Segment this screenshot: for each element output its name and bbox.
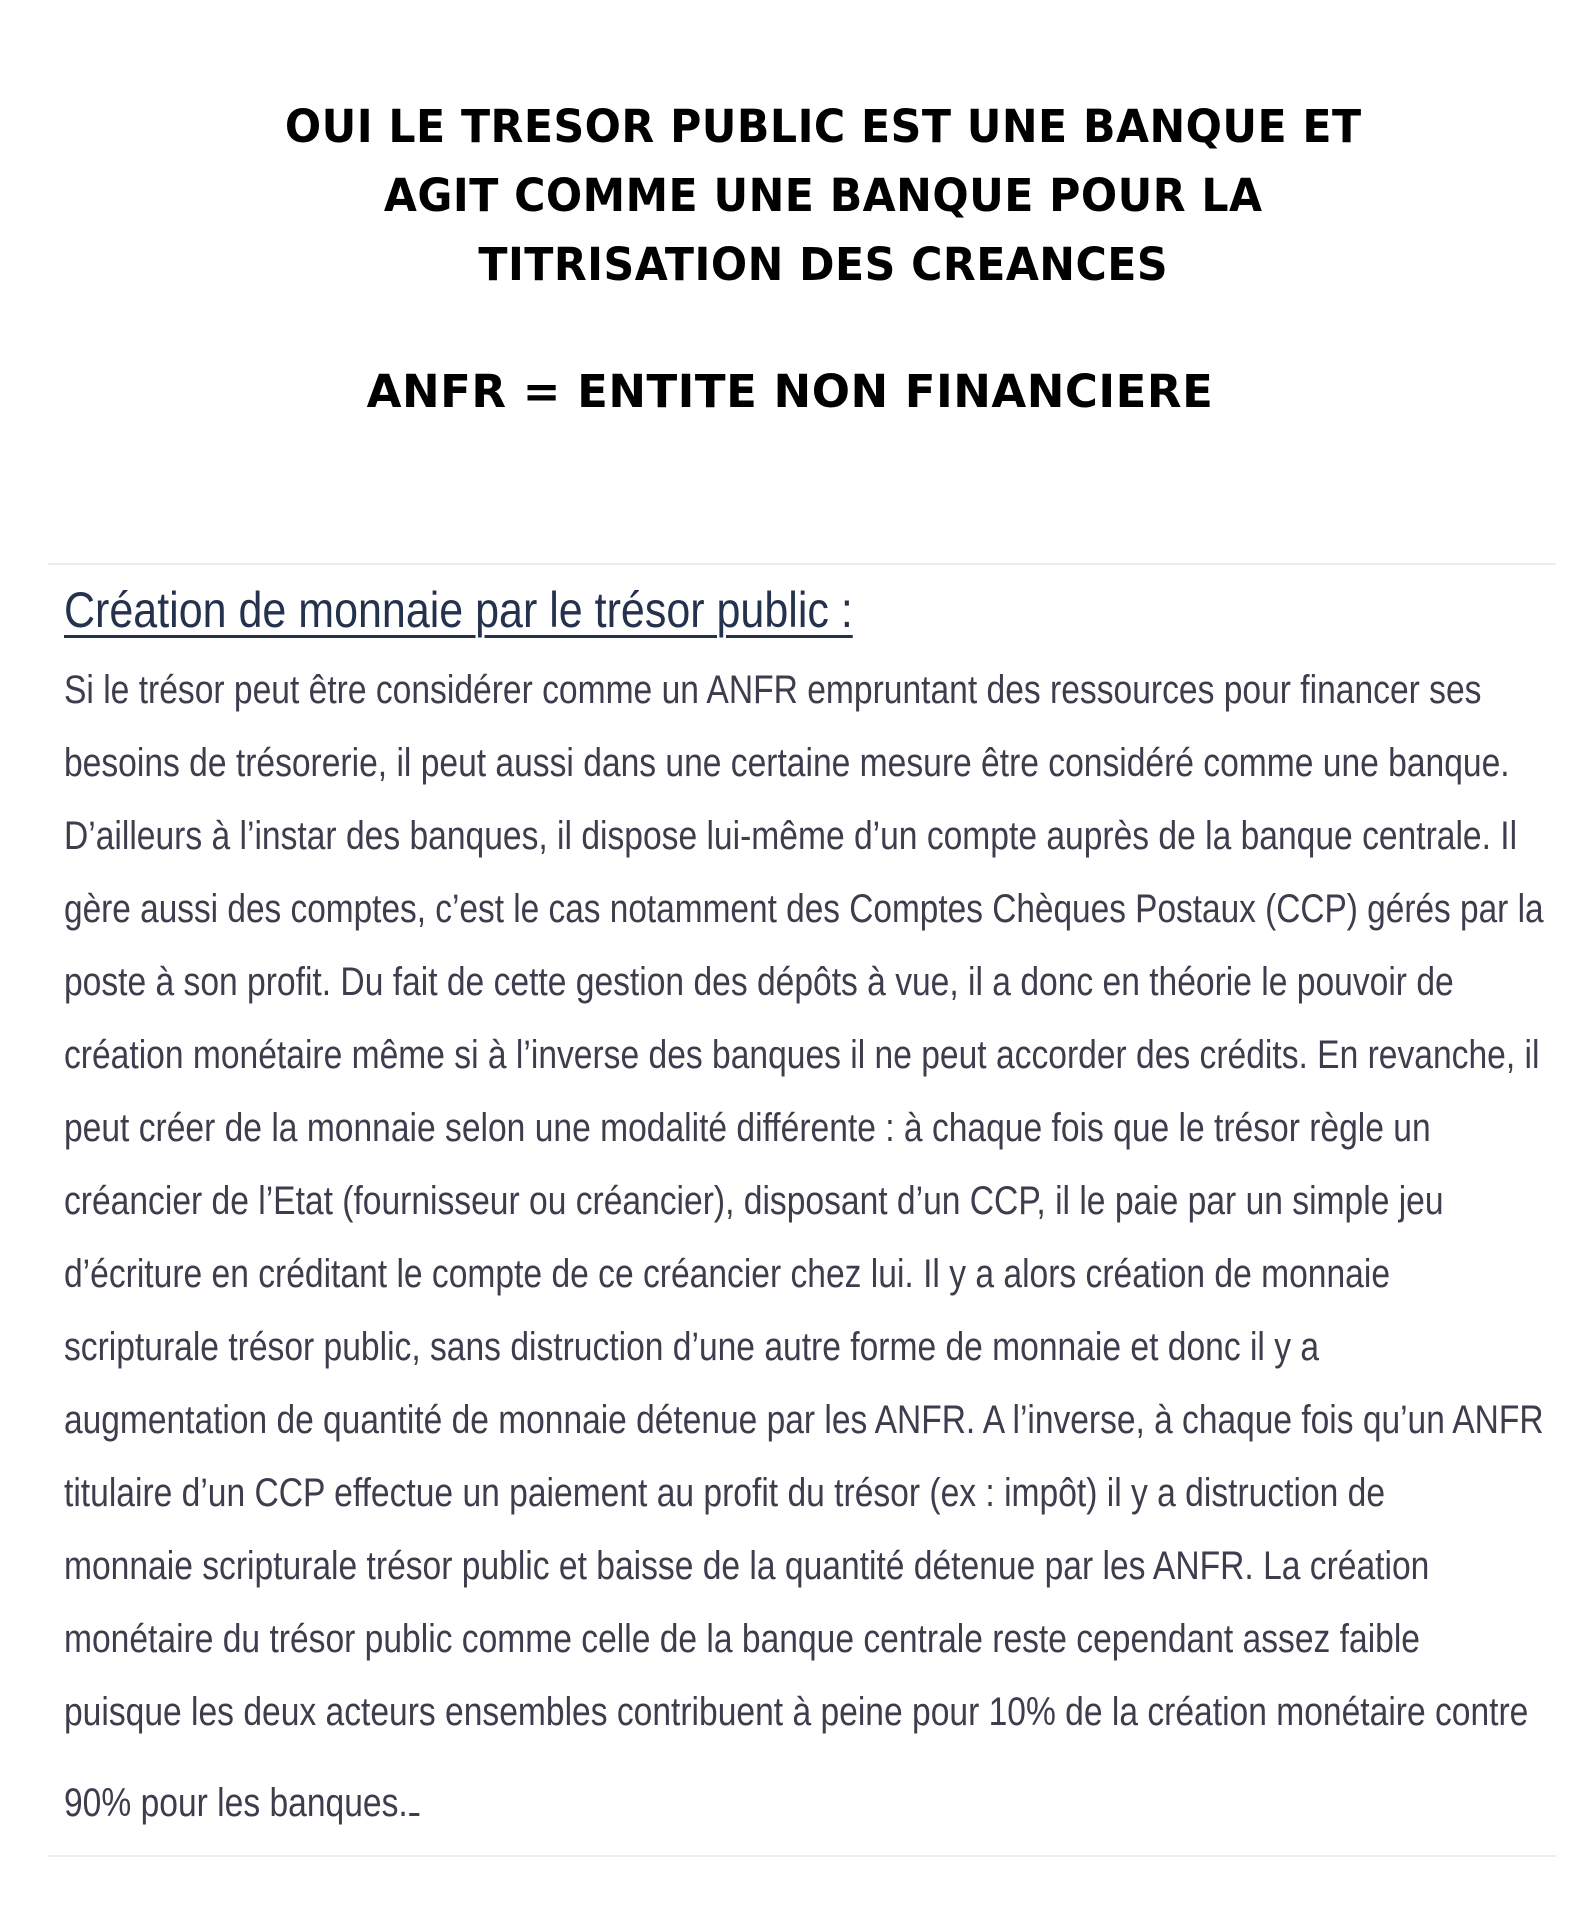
excerpt-body: [64, 654, 1544, 1840]
subheadline: [0, 362, 1582, 422]
excerpt-line: créancier de l’Etat (fournisseur ou créancier), disposant d’un CCP, il le paie par un simple jeu: [64, 1179, 1444, 1223]
excerpt-line: titulaire d’un CCP effectue un paiement au profit du trésor (ex : impôt) il y a distruction de: [64, 1471, 1386, 1515]
excerpt-bottom-divider: [48, 1855, 1556, 1857]
excerpt-last-line: [64, 1767, 1307, 1840]
excerpt-line: besoins de trésorerie, il peut aussi dans une certaine mesure être considéré comme une banque.: [64, 741, 1510, 785]
headline-line-2: AGIT COMME UNE BANQUE POUR LA: [383, 169, 1263, 222]
excerpt-line: monétaire du trésor public comme celle de la banque centrale reste cependant assez faible: [64, 1617, 1420, 1661]
excerpt-line: Si le trésor peut être considérer comme un ANFR empruntant des ressources pour financer ses: [64, 668, 1482, 712]
excerpt-last-line-text: 90% pour les banques.: [64, 1781, 408, 1825]
excerpt-title: Création de monnaie par le trésor public :: [64, 582, 853, 638]
excerpt-line: puisque les deux acteurs ensembles contribuent à peine pour 10% de la création monétaire contre: [64, 1690, 1529, 1734]
text-cursor-mark: [409, 1813, 419, 1816]
excerpt-panel: [64, 570, 1544, 1840]
excerpt-line: poste à son profit. Du fait de cette gestion des dépôts à vue, il a donc en théorie le pouvoir de: [64, 960, 1454, 1004]
headline-line-3: TITRISATION DES CREANCES: [478, 238, 1169, 291]
excerpt-line: scripturale trésor public, sans distruction d’une autre forme de monnaie et donc il y a: [64, 1325, 1320, 1369]
headline: [0, 92, 1582, 299]
excerpt-line: augmentation de quantité de monnaie détenue par les ANFR. A l’inverse, à chaque fois qu’un ANFR: [64, 1398, 1544, 1442]
headline-line-1: OUI LE TRESOR PUBLIC EST UNE BANQUE ET: [284, 100, 1362, 153]
excerpt-top-divider: [48, 563, 1556, 565]
excerpt-line: d’écriture en créditant le compte de ce créancier chez lui. Il y a alors création de monnaie: [64, 1252, 1391, 1296]
subheadline-text: ANFR = ENTITE NON FINANCIERE: [366, 365, 1214, 418]
excerpt-line: D’ailleurs à l’instar des banques, il dispose lui-même d’un compte auprès de la banque centrale. Il: [64, 814, 1518, 858]
excerpt-line: gère aussi des comptes, c’est le cas notamment des Comptes Chèques Postaux (CCP) gérés par la: [64, 887, 1544, 931]
excerpt-line: peut créer de la monnaie selon une modalité différente : à chaque fois que le trésor règle un: [64, 1106, 1431, 1150]
excerpt-line: création monétaire même si à l’inverse des banques il ne peut accorder des crédits. En revanche, il: [64, 1033, 1540, 1077]
excerpt-line: monnaie scripturale trésor public et baisse de la quantité détenue par les ANFR. La création: [64, 1544, 1430, 1588]
